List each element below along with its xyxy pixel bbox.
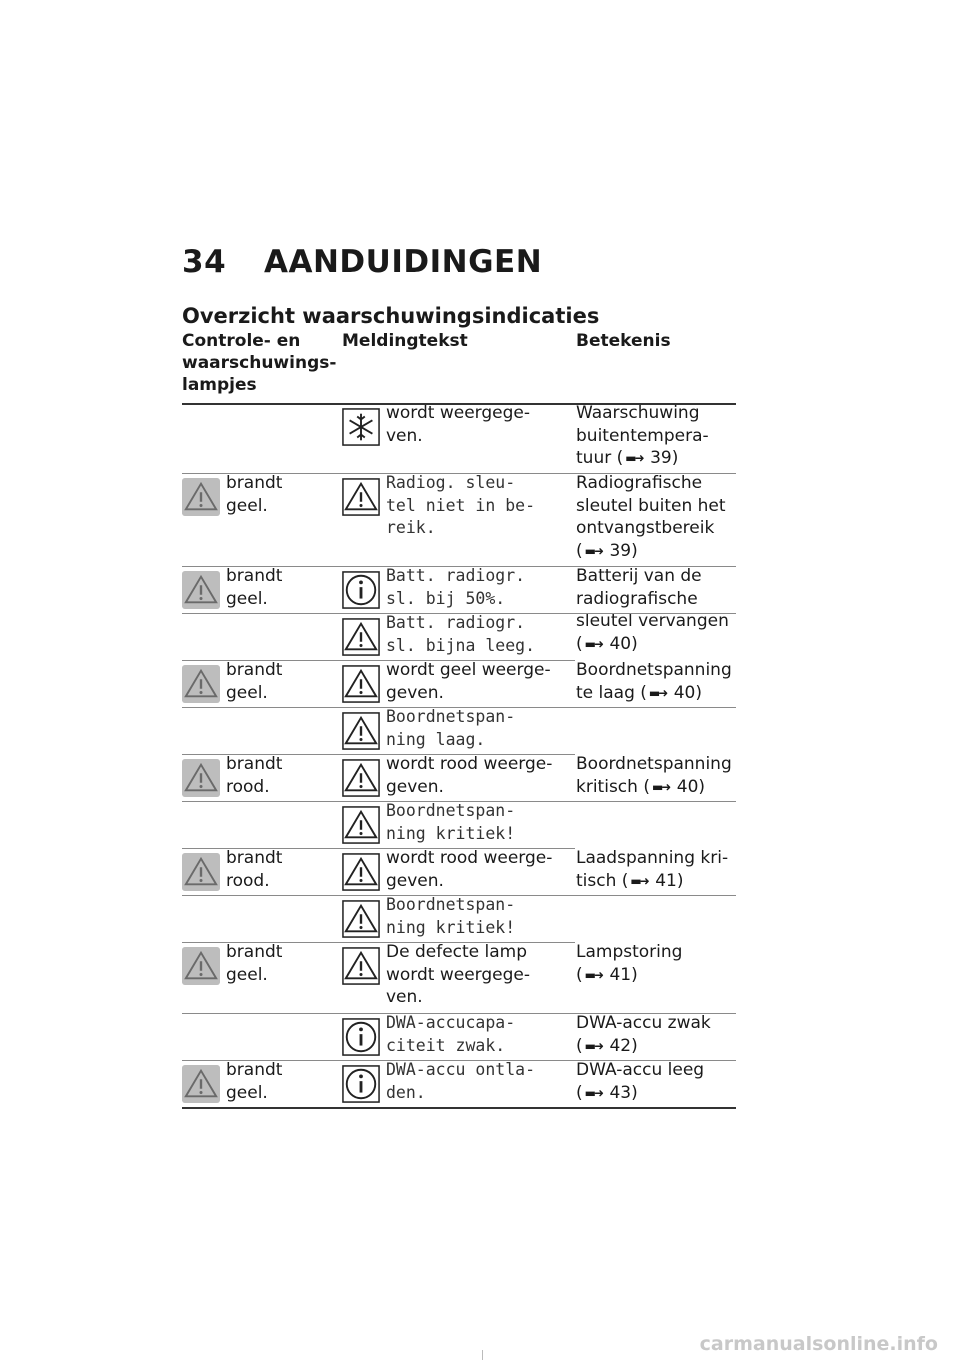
page-reference-arrow-icon: ▬➜: [584, 636, 603, 651]
page-reference[interactable]: 40): [609, 633, 638, 654]
lamp-status-text: brandt geel.: [226, 660, 283, 703]
row-divider: [182, 660, 575, 661]
chapter-number: 34: [182, 244, 227, 280]
row-divider: [182, 473, 736, 474]
page-reference[interactable]: 43): [609, 1082, 638, 1103]
message-text: De defecte lamp wordt weergege- ven.: [386, 942, 531, 1007]
lamp-status-text: brandt geel.: [226, 1060, 283, 1103]
page-reference[interactable]: 41): [609, 964, 638, 985]
lamp-status-text: brandt rood.: [226, 754, 283, 797]
warning-lamp-icon: [182, 1065, 220, 1107]
row-divider: [182, 801, 736, 802]
warning-lamp-icon: [182, 478, 220, 520]
page-reference-arrow-icon: ▬➜: [584, 967, 603, 982]
chapter-heading: [182, 244, 542, 280]
warning-triangle-icon: [342, 947, 380, 989]
meaning-text: Lampstoring ( ▬➜ 41): [576, 942, 683, 985]
meaning-text: Batterij van de radiografische sleutel vervangen ( ▬➜ 40): [576, 566, 729, 654]
warning-triangle-icon: [342, 900, 380, 942]
meaning-text: Boordnetspanning te laag ( ▬➜ 40): [576, 660, 732, 703]
lamp-status-text: brandt geel.: [226, 566, 283, 609]
meaning-text: Boordnetspanning kritisch ( ▬➜ 40): [576, 754, 732, 797]
message-text: Boordnetspan- ning kritiek!: [386, 895, 516, 937]
lamp-status-text: brandt geel.: [226, 942, 283, 985]
message-text: Boordnetspan- ning laag.: [386, 707, 516, 749]
warning-triangle-icon: [342, 853, 380, 895]
meaning-text: DWA-accu zwak ( ▬➜ 42): [576, 1013, 711, 1056]
meaning-text: Laadspanning kri- tisch ( ▬➜ 41): [576, 848, 729, 891]
page-reference-arrow-icon: ▬➜: [625, 451, 643, 465]
snowflake-icon: [342, 408, 380, 450]
meaning-text: Radiografische sleutel buiten het ontvangstbereik ( ▬➜ 39): [576, 473, 726, 561]
lamp-status-text: brandt rood.: [226, 848, 283, 891]
message-text: wordt rood weerge- geven.: [386, 848, 553, 891]
lamp-status-text: brandt geel.: [226, 473, 283, 516]
chapter-title: AANDUIDINGEN: [264, 244, 543, 280]
page-reference[interactable]: 41): [655, 870, 684, 891]
row-divider: [182, 942, 575, 943]
page-reference-arrow-icon: ▬➜: [584, 543, 603, 558]
meaning-text: Waarschuwing buitentempera- tuur ( ▬➜ 39): [576, 403, 709, 468]
row-divider: [182, 1013, 736, 1014]
page-reference[interactable]: 40): [673, 682, 702, 703]
row-divider: [182, 613, 736, 614]
warning-triangle-icon: [342, 759, 380, 801]
row-divider: [182, 566, 736, 567]
page-reference[interactable]: 40): [676, 776, 706, 797]
warning-lamp-icon: [182, 665, 220, 707]
page-reference[interactable]: 39): [650, 448, 679, 468]
info-icon: [342, 571, 380, 613]
message-text: wordt geel weerge- geven.: [386, 660, 551, 703]
row-divider: [182, 707, 736, 708]
warning-lamp-icon: [182, 759, 220, 801]
table-bottom-rule: [182, 1107, 736, 1109]
message-text: wordt rood weerge- geven.: [386, 754, 553, 797]
header-message: Meldingtekst: [342, 331, 468, 351]
warning-triangle-icon: [342, 665, 380, 707]
info-icon: [342, 1018, 380, 1060]
footer-watermark: carmanualsonline.info: [699, 1333, 938, 1355]
message-text: wordt weergege- ven.: [386, 403, 531, 446]
section-title: Overzicht waarschuwingsindicaties: [182, 304, 600, 328]
message-text: Boordnetspan- ning kritiek!: [386, 801, 516, 843]
info-icon: [342, 1065, 380, 1107]
row-divider: [182, 754, 575, 755]
page-reference-arrow-icon: ▬➜: [651, 779, 670, 794]
warning-lamp-icon: [182, 571, 220, 613]
page-reference-arrow-icon: ▬➜: [630, 873, 648, 888]
row-divider: [182, 895, 736, 896]
message-text: Batt. radiogr. sl. bijna leeg.: [386, 613, 536, 655]
warning-triangle-icon: [342, 712, 380, 754]
warning-triangle-icon: [342, 618, 380, 660]
meaning-text: DWA-accu leeg ( ▬➜ 43): [576, 1060, 705, 1103]
row-divider: [182, 848, 575, 849]
page-reference[interactable]: 42): [609, 1035, 638, 1056]
warning-lamp-icon: [182, 853, 220, 895]
message-text: DWA-accucapa- citeit zwak.: [386, 1013, 516, 1055]
warning-lamp-icon: [182, 947, 220, 989]
row-divider: [182, 1060, 736, 1061]
page-reference-arrow-icon: ▬➜: [584, 1085, 603, 1100]
header-meaning: Betekenis: [576, 331, 671, 351]
page-reference-arrow-icon: ▬➜: [584, 1038, 603, 1053]
message-text: DWA-accu ontla- den.: [386, 1060, 536, 1102]
header-lamp: Controle- en waarschuwings- lampjes: [182, 331, 337, 395]
page-reference-arrow-icon: ▬➜: [648, 685, 667, 700]
page-reference[interactable]: 39): [609, 540, 638, 561]
warning-triangle-icon: [342, 806, 380, 848]
message-text: Batt. radiogr. sl. bij 50%.: [386, 566, 526, 608]
warning-triangle-icon: [342, 478, 380, 520]
message-text: Radiog. sleu- tel niet in be- reik.: [386, 473, 536, 537]
page-tick: [482, 1350, 483, 1360]
